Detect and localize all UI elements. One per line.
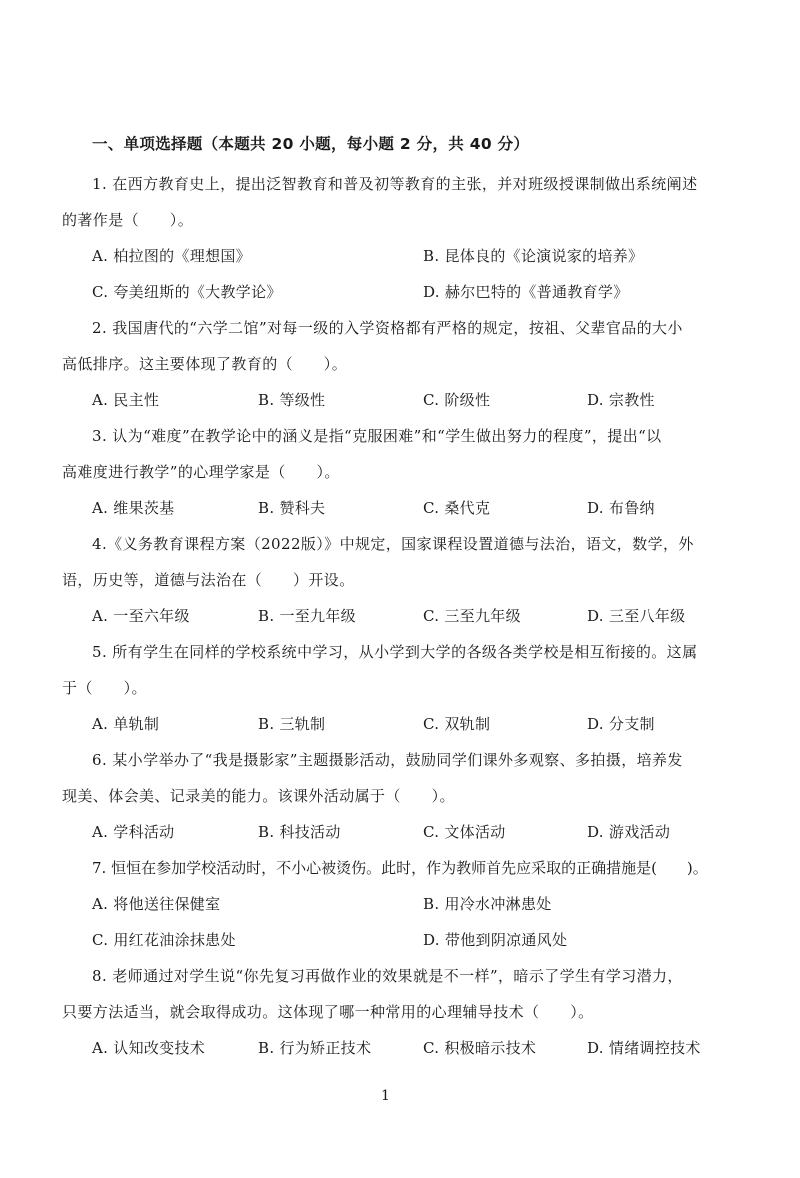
question-8-option-d: D. 情绪调控技术 — [587, 1039, 701, 1057]
question-3-line-1: 3. 认为“难度”在教学论中的涵义是指“克服困难”和“学生做出努力的程度”，提出“以 — [92, 427, 662, 445]
question-6-option-d: D. 游戏活动 — [587, 823, 671, 841]
question-8-option-c: C. 积极暗示技术 — [423, 1039, 537, 1057]
question-5-line-1: 5. 所有学生在同样的学校系统中学习，从小学到大学的各级各类学校是相互衔接的。这属 — [92, 643, 698, 661]
question-3-option-b: B. 赞科夫 — [258, 499, 326, 517]
question-3-line-2: 高难度进行教学”的心理学家是（ ）。 — [62, 463, 340, 481]
question-2-option-d: D. 宗教性 — [587, 391, 655, 409]
question-1-option-c: C. 夸美纽斯的《大教学论》 — [92, 283, 282, 301]
question-5-option-a: A. 单轨制 — [92, 715, 160, 733]
question-6-line-1: 6. 某小学举办了“我是摄影家”主题摄影活动，鼓励同学们课外多观察、多拍摄，培养发 — [92, 751, 683, 769]
question-5-option-b: B. 三轨制 — [258, 715, 326, 733]
question-1-line-2: 的著作是（ ）。 — [62, 211, 194, 229]
question-7-line-1: 7. 恒恒在参加学校活动时，不小心被烫伤。此时，作为教师首先应采取的正确措施是( )。 — [92, 859, 708, 877]
question-8-line-2: 只要方法适当，就会取得成功。这体现了哪一种常用的心理辅导技术（ ）。 — [62, 1003, 594, 1021]
question-5-line-2: 于（ ）。 — [62, 679, 147, 697]
question-8-option-a: A. 认知改变技术 — [92, 1039, 206, 1057]
question-8-line-1: 8. 老师通过对学生说“你先复习再做作业的效果就是不一样”，暗示了学生有学习潜力， — [92, 967, 683, 985]
question-8-option-b: B. 行为矫正技术 — [258, 1039, 372, 1057]
question-4-option-c: C. 三至九年级 — [423, 607, 521, 625]
question-2-line-2: 高低排序。这主要体现了教育的（ ）。 — [62, 355, 348, 373]
page-number: 1 — [381, 1088, 390, 1104]
question-4-line-2: 语，历史等，道德与法治在（ ）开设。 — [62, 571, 355, 589]
question-1-line-1: 1. 在西方教育史上，提出泛智教育和普及初等教育的主张，并对班级授课制做出系统阐述 — [92, 175, 698, 193]
question-4-line-1: 4.《义务教育课程方案（2022版）》中规定，国家课程设置道德与法治，语文，数学，外 — [92, 535, 694, 553]
question-1-option-b: B. 昆体良的《论演说家的培养》 — [423, 247, 644, 265]
question-3-option-d: D. 布鲁纳 — [587, 499, 655, 517]
question-3-option-a: A. 维果茨基 — [92, 499, 175, 517]
question-7-option-c: C. 用红花油涂抹患处 — [92, 931, 236, 949]
question-1-option-d: D. 赫尔巴特的《普通教育学》 — [423, 283, 629, 301]
question-7-option-a: A. 将他送往保健室 — [92, 895, 221, 913]
question-7-option-b: B. 用冷水冲淋患处 — [423, 895, 552, 913]
section-title: 一、单项选择题（本题共 20 小题，每小题 2 分，共 40 分） — [92, 135, 530, 153]
question-4-option-a: A. 一至六年级 — [92, 607, 190, 625]
question-2-option-a: A. 民主性 — [92, 391, 160, 409]
question-1-option-a: A. 柏拉图的《理想国》 — [92, 247, 251, 265]
question-6-option-c: C. 文体活动 — [423, 823, 506, 841]
question-5-option-d: D. 分支制 — [587, 715, 655, 733]
question-4-option-b: B. 一至九年级 — [258, 607, 356, 625]
question-5-option-c: C. 双轨制 — [423, 715, 491, 733]
question-6-line-2: 现美、体会美、记录美的能力。该课外活动属于（ ）。 — [62, 787, 455, 805]
question-2-line-1: 2. 我国唐代的“六学二馆”对每一级的入学资格都有严格的规定，按祖、父辈官品的大小 — [92, 319, 683, 337]
question-4-option-d: D. 三至八年级 — [587, 607, 686, 625]
question-3-option-c: C. 桑代克 — [423, 499, 491, 517]
question-2-option-b: B. 等级性 — [258, 391, 326, 409]
question-7-option-d: D. 带他到阴凉通风处 — [423, 931, 568, 949]
question-2-option-c: C. 阶级性 — [423, 391, 491, 409]
question-6-option-b: B. 科技活动 — [258, 823, 341, 841]
question-6-option-a: A. 学科活动 — [92, 823, 175, 841]
